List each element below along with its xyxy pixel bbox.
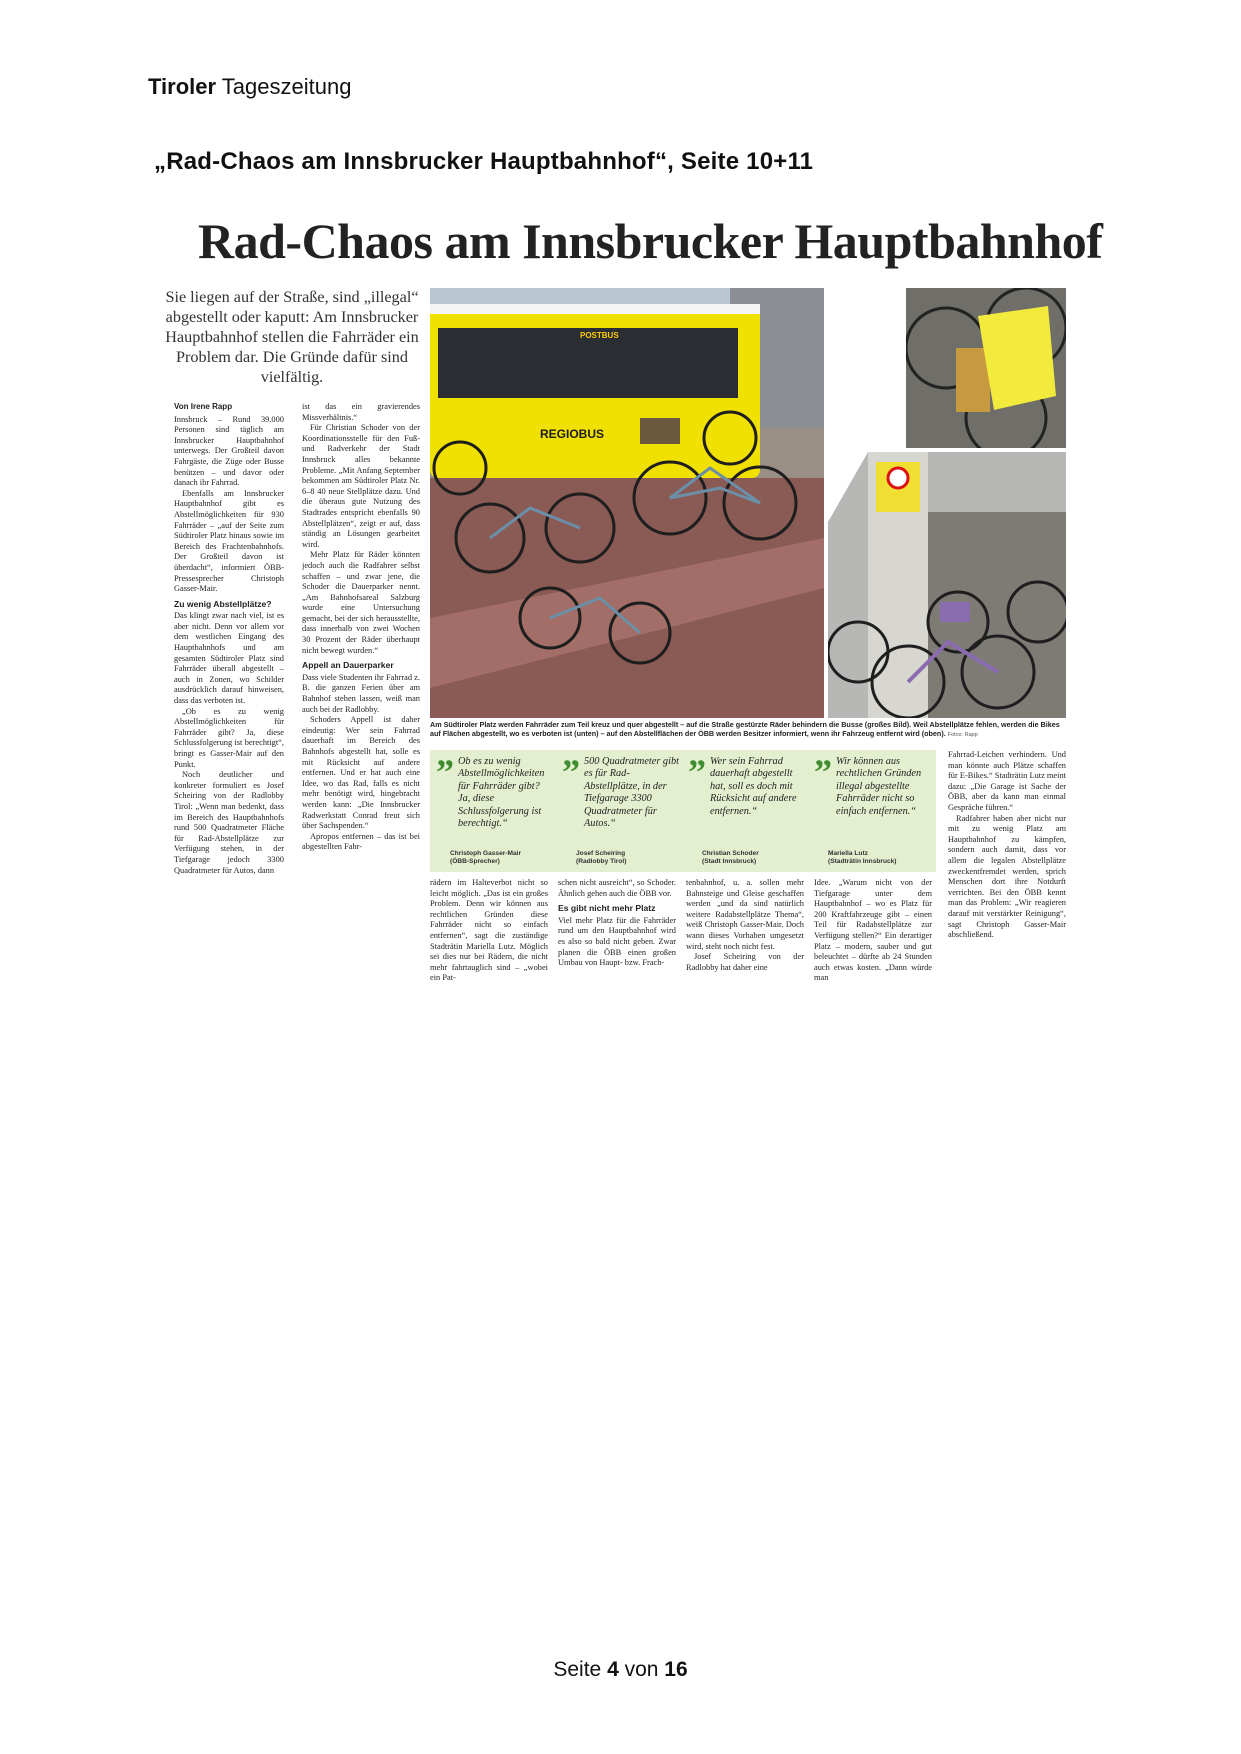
photo-parked-bicycles-drawing	[828, 452, 1066, 718]
paragraph: Viel mehr Platz für die Fahrräder rund um den Hauptbahnhof wird es also so bald nicht geben. Zwar planen die ÖBB einen großen Umbau von Haupt- bzw. Frach-	[558, 915, 676, 968]
quote-author-role: (Stadträtin Innsbruck)	[828, 858, 897, 865]
source-label	[148, 74, 351, 100]
quote-item	[812, 752, 932, 865]
quote-mark-icon: ”	[436, 752, 454, 792]
paragraph: Innsbruck – Rund 39.000 Personen sind täglich am Innsbrucker Hauptbahnhof unterwegs. Der Großteil davon Fahrgäste, die Züge oder Busse benützen – und davor oder danach ihr Fahrrad.	[174, 414, 284, 488]
quote-author-name: Christoph Gasser-Mair	[450, 850, 522, 857]
quote-mark-icon: ”	[814, 752, 832, 792]
footer-middle: von	[618, 1658, 665, 1681]
text-column-3	[430, 878, 548, 1020]
paragraph: Fahrrad-Leichen verhindern. Und man könnte auch Plätze schaffen für E-Bikes.“ Stadträtin Lutz meint dazu: „Die Garage ist Sache der ÖBB, aber da kann man einmal Gespräche führen.“	[948, 750, 1066, 812]
quote-author-role: (ÖBB-Sprecher)	[450, 858, 500, 865]
document-title: „Rad-Chaos am Innsbrucker Hauptbahnhof“, Seite 10+11	[154, 148, 814, 175]
paragraph: Das klingt zwar nach viel, ist es aber nicht. Denn vor allem vor dem westlichen Eingang des Hauptbahnhofs und am gesamten Südtiroler Platz sind Fahrräder überall abgestellt – auch in Zonen, wo Schilder ausdrücklich darauf hinweisen, dass das verboten ist.	[174, 611, 284, 706]
paragraph: Schoders Appell ist daher eindeutig: Wer sein Fahrrad dauerhaft im Bereich des Bahnhofs abgestellt hat, solle es mit Rücksicht auf andere entfernen. Und er hat auch eine Idee, wo das Rad, falls es nicht mehr benötigt wird, hingebracht werden kann: „Die Innsbrucker Radwerkstatt Conrad freut sich über Sachspenden.“	[302, 715, 420, 831]
text-column-5	[686, 878, 804, 1020]
footer-prefix: Seite	[553, 1658, 608, 1681]
text-column-6	[814, 878, 932, 1020]
page-footer	[0, 1658, 1241, 1682]
paragraph: schen nicht ausreicht“, so Schoder. Ähnlich gehen auch die ÖBB vor.	[558, 878, 676, 898]
quote-author-role: (Stadt Innsbruck)	[702, 858, 757, 865]
text-column-7	[948, 750, 1066, 1020]
quote-text: 500 Quadratmeter gibt es für Rad-Abstellplätze, in der Tiefgarage 3300 Quadratmeter für Autos.“	[584, 756, 679, 830]
paragraph: Radfahrer haben aber nicht nur mit zu wenig Platz am Hauptbahnhof zu kämpfen, sondern auch damit, dass vor allem die legalen Abstellplätze zweckentfremdet werden, sprich Menschen dort ihre Notdurft verrichten. Bei den ÖBB kennt man das Problem: „Wir reagieren darauf mit verstärkter Reinigung“, sagt Christoph Gasser-Mair abschließend.	[948, 813, 1066, 940]
paragraph: Idee. „Warum nicht von der Tiefgarage unter dem Hauptbahnhof – wo es Platz für 200 Kraftfahrzeuge gibt – einen Teil für Radabstellplätze zur Verfügung stellen?“ Ein derartiger Platz – modern, sauber und gut beleuchtet – dürfte ab 24 Stunden auch etwas kosten. „Dann würde man	[814, 878, 932, 983]
text-column-4	[558, 878, 676, 1020]
paragraph: tenbahnhof, u. a. sollen mehr Bahnsteige und Gleise geschaffen werden „und da sind natürlich weitere Radabstellplätze Thema“, weiß Christoph Gasser-Mair. Doch wann dieses Vorhaben umgesetzt wird, steht noch nicht fest.	[686, 878, 804, 951]
paragraph: Ebenfalls am Innsbrucker Hauptbahnhof gibt es Abstellmöglichkeiten für 930 Fahrräder – „auf der Seite zum Südtiroler Platz hinaus sowie im Bereich des Frachtenbahnhofs. Der Großteil davon ist überdacht“, informiert ÖBB-Pressesprecher Christoph Gasser-Mair.	[174, 488, 284, 594]
paragraph: Noch deutlicher und konkreter formuliert es Josef Scheiring von der Radlobby Tirol: „Wenn man bedenkt, dass im Bereich des Hauptbahnhofs rund 500 Quadratmeter Fläche für Rad-Abstellplätze zur Verfügung stehen, in der Tiefgarage jedoch 3300 Quadratmeter für Autos, dann	[174, 770, 284, 875]
newspaper-clipping	[162, 212, 1103, 1024]
article-headline: Rad-Chaos am Innsbrucker Hauptbahnhof	[198, 213, 1103, 269]
paragraph: Josef Scheiring von der Radlobby hat daher eine	[686, 952, 804, 972]
subheading: Zu wenig Abstellplätze?	[174, 598, 272, 609]
quote-text: Ob es zu wenig Abstellmöglichkeiten für Fahrräder gibt? Ja, diese Schlussfolgerung ist berechtigt.“	[458, 756, 545, 830]
quote-mark-icon: ”	[688, 752, 706, 792]
source-name-bold: Tiroler	[148, 74, 217, 99]
photo-bus-bicycles-drawing	[430, 288, 824, 718]
byline: Von Irene Rapp	[174, 402, 233, 411]
quote-author-name: Josef Scheiring	[576, 850, 626, 857]
paragraph: rädern im Halteverbot nicht so leicht möglich. „Das ist ein großes Problem. Denn wir können aus rechtlichen Gründen diese Fahrräder nicht so einfach entfernen“, sagt die zuständige Stadträtin Mariella Lutz. Möglich sei dies nur bei Rädern, die nicht mehr fahrtauglich sind – „wobei ein Pat-	[430, 878, 548, 983]
quote-item	[686, 752, 806, 865]
quote-text: Wer sein Fahrrad dauerhaft abgestellt hat, soll es doch mit Rücksicht auf andere entfernen.“	[710, 756, 797, 817]
quote-text: Wir können aus rechtlichen Gründen illegal abgestellte Fahrräder nicht so einfach entfernen.“	[836, 756, 922, 817]
source-name-rest: Tageszeitung	[216, 74, 352, 99]
bus-label: REGIOBUS	[540, 427, 605, 441]
photo-bus-bicycles	[430, 288, 824, 718]
quote-item	[434, 752, 554, 865]
quote-author-role: (Radlobby Tirol)	[576, 858, 627, 865]
text-column-1	[174, 402, 284, 1018]
paragraph: „Ob es zu wenig Abstellmöglichkeiten für Fahrräder gibt? Ja, diese Schlussfolgerung ist berechtigt“, bringt es Gasser-Mair auf den Punkt.	[174, 706, 284, 769]
quote-author	[450, 850, 560, 866]
paragraph: ist das ein gravierendes Missverhältnis.“	[302, 402, 420, 422]
subheading: Es gibt nicht mehr Platz	[558, 903, 656, 914]
paragraph: Mehr Platz für Räder könnten jedoch auch die Radfahrer selbst schaffen – und zwar jene, die Schoder die Dauerparker nennt. „Am Bahnhofsareal Salzburg wurde eine Untersuchung gemacht, bei der sich herausstellte, dass innerhalb von zwei Wochen 30 Prozent der Räder überhaupt nicht bewegt wurden.“	[302, 550, 420, 655]
bus-destination: POSTBUS	[580, 331, 619, 340]
quote-author	[702, 850, 812, 866]
photo-credit: Fotos: Rapp	[947, 732, 978, 739]
current-page-number: 4	[607, 1658, 619, 1681]
subheading: Appell an Dauerparker	[302, 660, 394, 671]
quote-author-name: Mariella Lutz	[828, 850, 868, 857]
quote-author	[576, 850, 686, 866]
quote-mark-icon: ”	[562, 752, 580, 792]
quote-box	[430, 750, 936, 872]
paragraph: Für Christian Schoder von der Koordinationsstelle für den Fuß- und Radverkehr der Stadt Innsbruck alles bekannte Probleme. „Mit Anfang September bekommen am Südtiroler Platz Nr. 6–8 40 neue Stellplätze dazu. Und die überaus gute Nutzung des Stadtrades entspricht ebenfalls 90 Abstellplätzen“, zeigt er auf, dass ständig an Lösungen gearbeitet wird.	[302, 423, 420, 549]
quote-author	[828, 850, 938, 866]
quote-item	[560, 752, 680, 865]
photo-caption	[430, 720, 1066, 740]
total-pages: 16	[664, 1658, 688, 1681]
photo-notice-tag-drawing	[906, 288, 1066, 448]
article-teaser: Sie liegen auf der Straße, sind „illegal“ abgestellt oder kaputt: Am Innsbrucker Hauptbahnhof stellen die Fahrräder ein Problem dar. Die Gründe dafür sind vielfältig.	[165, 288, 419, 386]
quote-author-name: Christian Schoder	[702, 850, 759, 857]
caption-text: Am Südtiroler Platz werden Fahrräder zum Teil kreuz und quer abgestellt – auf die Straße gestürzte Räder behindern die Busse (großes Bild). Weil Abstellplätze fehlen, werden die Bikes auf Flächen abgestellt, wo es verboten ist (unten) – auf den Abstellflächen der ÖBB werden Besitzer informiert, wenn ihr Fahrzeug entfernt wird (oben).	[430, 720, 1060, 739]
text-column-2	[302, 402, 420, 1018]
paragraph: Apropos entfernen – das ist bei abgestellten Fahr-	[302, 831, 420, 852]
photo-notice-tag	[906, 288, 1066, 448]
photo-parked-bicycles	[828, 452, 1066, 718]
paragraph: Dass viele Studenten ihr Fahrrad z. B. die ganzen Ferien über am Bahnhof stehen lassen, weiß man auch bei der Radlobby.	[302, 672, 420, 714]
